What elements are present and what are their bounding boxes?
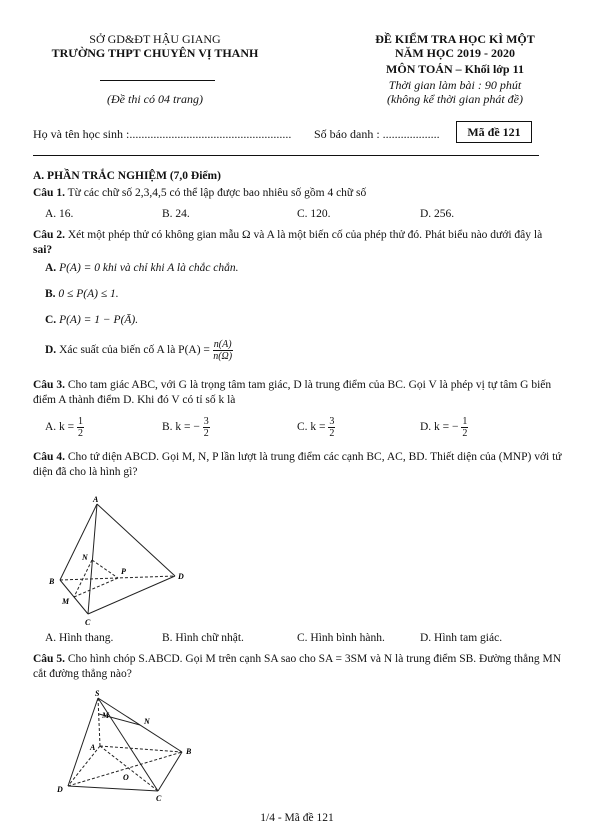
fraction — [213, 339, 233, 362]
option-prefix: B. k = − — [162, 421, 200, 434]
q4-option-b[interactable]: B. Hình chữ nhật. — [162, 632, 244, 644]
label-c: C — [156, 794, 162, 803]
denominator: 2 — [78, 428, 84, 439]
label-b: B — [186, 747, 192, 756]
option-letter: B. — [45, 288, 56, 300]
q3-option-d[interactable] — [420, 416, 468, 439]
edge-sa — [98, 698, 100, 746]
option-text: P(A) = 1 − P(Ā). — [59, 314, 139, 326]
label-d: D — [57, 785, 63, 794]
numerator: 1 — [78, 416, 84, 427]
question-text: Xét một phép thử có không gian mẫu Ω và A là một biến cố của phép thử đó. Phát biểu nào dưới đây là — [64, 229, 543, 241]
q2-option-b[interactable] — [45, 288, 119, 300]
label-m: M — [62, 597, 70, 606]
option-letter: D. — [45, 344, 57, 357]
option-prefix: C. k = — [297, 421, 326, 434]
q1-option-a[interactable]: A. 16. — [45, 208, 74, 220]
q1-option-b[interactable]: B. 24. — [162, 208, 190, 220]
question-number: Câu 1. — [33, 187, 65, 199]
page-footer: 1/4 - Mã đề 121 — [260, 812, 334, 824]
exam-time: Thời gian làm bài : 90 phút — [388, 78, 522, 92]
q1-option-d[interactable]: D. 256. — [420, 208, 455, 220]
question-2 — [33, 228, 563, 258]
question-4 — [33, 450, 563, 480]
numerator: 3 — [329, 416, 335, 427]
q4-option-d[interactable]: D. Hình tam giác. — [420, 632, 503, 644]
denominator: n(Ω) — [213, 351, 233, 362]
question-number: Câu 4. — [33, 451, 65, 463]
edge-ab — [100, 746, 182, 752]
q2-option-a[interactable] — [45, 262, 239, 274]
question-1 — [33, 186, 563, 201]
edge-sd — [68, 698, 98, 786]
option-letter: A. — [45, 262, 57, 274]
pyramid-figure — [50, 688, 200, 806]
option-prefix: D. k = − — [420, 421, 459, 434]
question-text: Từ các chữ số 2,3,4,5 có thể lập được bao nhiêu số gồm 4 chữ số — [64, 187, 367, 199]
fraction — [203, 416, 210, 439]
q4-option-c[interactable]: C. Hình bình hành. — [297, 632, 385, 644]
q2-option-c[interactable] — [45, 314, 138, 326]
segment-nm — [74, 560, 92, 597]
option-prefix: A. k = — [45, 421, 75, 434]
option-letter: C. — [45, 314, 57, 326]
segment-np — [92, 560, 118, 578]
question-number: Câu 5. — [33, 653, 65, 665]
label-p: P — [121, 567, 126, 576]
student-id-field: Số báo danh : ................... — [314, 127, 440, 141]
question-number: Câu 2. — [33, 229, 65, 241]
option-text: P(A) = 0 khi và chỉ khi A là chắc chắn. — [59, 262, 239, 274]
option-text: 0 ≤ P(A) ≤ 1. — [58, 288, 119, 300]
tetrahedron-figure — [40, 492, 200, 627]
segment-mp — [74, 578, 118, 597]
fraction — [328, 416, 335, 439]
department-name: SỞ GD&ĐT HẬU GIANG — [89, 32, 221, 46]
numerator: 1 — [462, 416, 468, 427]
question-3 — [33, 378, 563, 408]
edge-ad — [97, 504, 175, 576]
denominator: 2 — [462, 428, 468, 439]
question-text: Cho tam giác ABC, với G là trọng tâm tam giác, D là trung điểm của BC. Gọi V là phép vị tự tâm G biến điểm A thành điểm D. Khi đó V có tỉ số k là — [33, 379, 552, 406]
edge-dc — [68, 786, 158, 791]
label-a: A — [90, 743, 96, 752]
numerator: n(A) — [213, 339, 232, 350]
label-c: C — [85, 618, 91, 627]
question-number: Câu 3. — [33, 379, 65, 391]
question-5 — [33, 652, 563, 682]
pages-note: (Đề thi có 04 trang) — [107, 92, 203, 106]
exam-time-note: (không kể thời gian phát đề) — [386, 92, 524, 106]
fraction — [461, 416, 468, 439]
q4-option-a[interactable]: A. Hình thang. — [45, 632, 114, 644]
diagonal-ac — [100, 746, 158, 791]
q3-option-c[interactable] — [297, 416, 335, 439]
q3-option-a[interactable] — [45, 416, 84, 439]
header-divider — [100, 80, 215, 81]
school-year: NĂM HỌC 2019 - 2020 — [395, 46, 515, 60]
label-d: D — [178, 572, 184, 581]
q2-option-d[interactable] — [45, 339, 233, 362]
subject-title: MÔN TOÁN – Khối lớp 11 — [386, 62, 524, 76]
label-m: M — [102, 711, 110, 720]
info-divider — [33, 155, 539, 156]
label-n: N — [144, 717, 150, 726]
student-name-field: Họ và tên học sinh :...................................................... — [33, 127, 292, 141]
question-text: Cho tứ diện ABCD. Gọi M, N, P lần lượt là trung điểm các cạnh BC, AC, BD. Thiết diện của (MNP) với tứ diện đã cho là hình gì? — [33, 451, 562, 478]
q3-option-b[interactable] — [162, 416, 210, 439]
edge-ad — [68, 746, 100, 786]
exam-code-box: Mã đề 121 — [456, 121, 532, 143]
section-title: A. PHẦN TRẮC NGHIỆM (7,0 Điểm) — [33, 170, 221, 182]
question-emphasis: sai? — [33, 244, 53, 256]
fraction — [77, 416, 84, 439]
label-o: O — [123, 773, 129, 782]
label-b: B — [49, 577, 55, 586]
option-text: Xác suất của biến cố A là P(A) = — [59, 344, 210, 357]
exam-title: ĐỀ KIỂM TRA HỌC KÌ MỘT — [375, 32, 535, 46]
question-text: Cho hình chóp S.ABCD. Gọi M trên cạnh SA sao cho SA = 3SM và N là trung điểm SB. Đường thẳng MN cắt đường thẳng nào? — [33, 653, 561, 680]
school-name: TRƯỜNG THPT CHUYÊN VỊ THANH — [51, 46, 259, 60]
label-n: N — [82, 553, 88, 562]
denominator: 2 — [203, 428, 209, 439]
label-s: S — [95, 689, 100, 698]
q1-option-c[interactable]: C. 120. — [297, 208, 331, 220]
numerator: 3 — [203, 416, 209, 427]
edge-cd — [88, 576, 175, 614]
label-a: A — [93, 495, 99, 504]
denominator: 2 — [329, 428, 335, 439]
